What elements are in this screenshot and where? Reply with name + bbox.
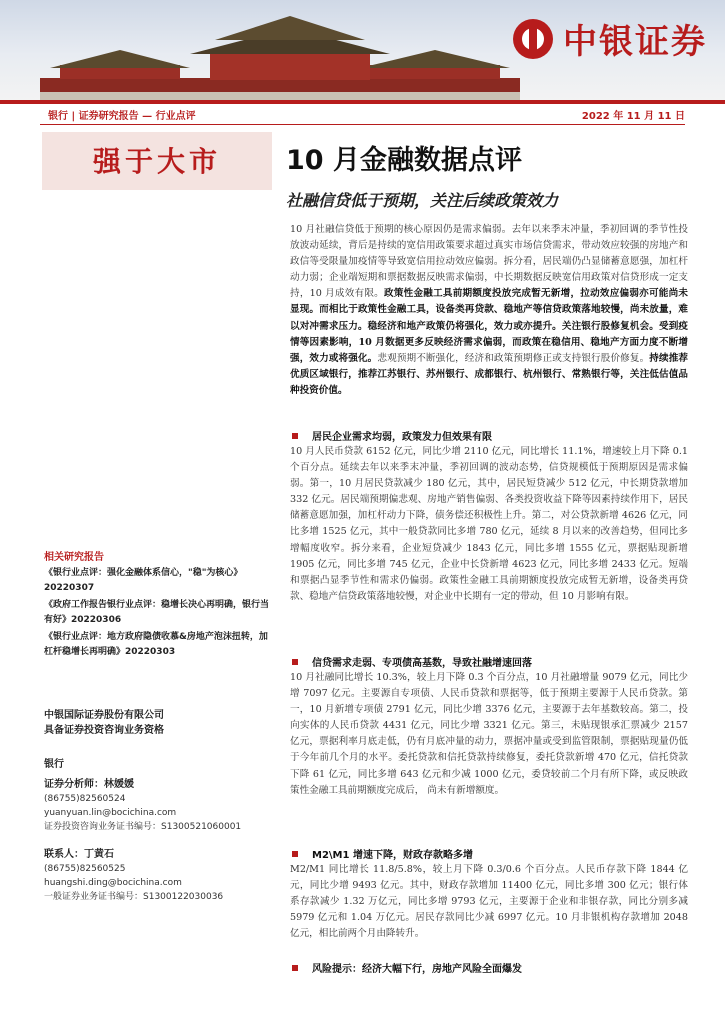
section-body: M2/M1 同比增长 11.8/5.8%，较上月下降 0.3/0.6 个百分点。人民币存款下降 1844 亿元，同比少增 9493 亿元。其中，财政存款增加 11400 亿元，同比多增 300 亿元；银行体系存款减少 1.32 万亿元，同比多增 9793 亿元，主要源于企业和非银存款，同比分别多减 5979 亿元和 1.04 万亿元。居民存款同比少减 6997 亿元。10 月非银机构存款增加 2048 亿元，相比前两个月由降转升。 (290, 864, 688, 940)
risk-heading (292, 960, 688, 975)
header-divider (40, 124, 685, 125)
analyst-cert: 证券投资咨询业务证书编号：S1300521060001 (44, 822, 242, 832)
rating-box (42, 132, 272, 190)
contact-info (44, 848, 274, 904)
contact-phone: (86755)82560525 (44, 864, 126, 874)
section-heading (292, 428, 688, 443)
analyst-email[interactable]: yuanyuan.lin@bocichina.com (44, 808, 177, 818)
summary-paragraph (290, 222, 688, 399)
brand-name: 中银证券 (563, 22, 707, 62)
boc-logo-icon (513, 19, 553, 59)
contact-cert: 一般证券业务证书编号：S1300122030036 (44, 892, 224, 902)
company-info (44, 708, 274, 738)
section-heading-text: M2\M1 增速下降，财政存款略多增 (312, 850, 473, 861)
related-report-item[interactable]: 《银行业点评：地方政府隐债收慕&房地产泡沫扭转，加杠杆稳增长再明确》20220303 (44, 632, 268, 657)
bullet-square-icon (292, 433, 298, 439)
sector-label: 银行 (44, 759, 64, 770)
summary-bold: 政策性金融工具前期额度投放完成暂无新增，拉动效应偏弱亦可能尚未显现。而相比于政策性金融工具，设备类再贷款、稳地产等信贷政策落地较慢，尚未放量，难以对冲需求压力。稳经济和地产政策仍将强化，效力或亦提升。关注银行股修复机会。受到疫情等因素影响，10 月数据更多反映经济需求偏弱，而政策在稳信用、稳地产方面力度不断增强，效力或将强化。 (290, 288, 689, 364)
contact-name: 联系人：丁黄石 (44, 849, 114, 860)
bullet-square-icon (292, 965, 298, 971)
analyst-info (44, 778, 274, 834)
report-category: 银行 | 证券研究报告 — 行业点评 (48, 111, 196, 122)
report-date: 2022 年 11 月 11 日 (581, 111, 685, 122)
section-heading (292, 846, 688, 861)
header-banner (0, 0, 725, 100)
related-report-item[interactable]: 《银行业点评：强化金融体系信心，"稳"为核心》20220307 (44, 568, 243, 593)
summary-plain-2: 悲观预期不断强化，经济和政策预期修正或支持银行股价修复。 (377, 352, 650, 364)
analyst-name: 证券分析师：林媛媛 (44, 779, 134, 790)
company-name: 中银国际证券股份有限公司 (44, 710, 164, 721)
related-report-item[interactable]: 《政府工作报告银行业点评：稳增长决心再明确，银行当有好》20220306 (44, 600, 270, 625)
meta-bar (0, 104, 725, 124)
section-heading-text: 居民企业需求均弱，政策发力但效果有限 (312, 432, 492, 443)
bullet-square-icon (292, 851, 298, 857)
related-reports-list (44, 566, 274, 662)
section-body: 10 月社融同比增长 10.3%，较上月下降 0.3 个百分点，10 月社融增量 9079 亿元，同比少增 7097 亿元。主要源自专项债、人民币贷款和票据等，低于预期主要源于人民币贷款。第一，10 月新增专项债 2791 亿元，同比少增 3376 亿元，主要源于去年基数较高。第二，投向实体的人民币贷款 4431 亿元，同比少增 3321 亿元。第三，未贴现银承汇票减少 2157 亿元，票据利率月底走低，仍有月底冲量的动力，票据冲量或受到监管限制，票据贴现量仍低于今年前几个月的水平。委托贷款和信托贷款持续修复，委托贷款新增 470 亿元，信托贷款下降 61 亿元，同比多增 643 亿元和少减 1000 亿元，委贷较前二个月有所下降，或反映政策性金融工具前期额度完成后， 尚未有新增额度。 (290, 672, 688, 796)
bullet-square-icon (292, 659, 298, 665)
report-title: 10 月金融数据点评 (286, 145, 522, 176)
rating-label: 强于大市 (92, 145, 221, 178)
section-heading (292, 654, 688, 669)
section-heading-text: 信贷需求走弱、专项债高基数，导致社融增速回落 (312, 658, 532, 669)
palace-illustration (40, 10, 520, 100)
report-subtitle: 社融信贷低于预期，关注后续政策效力 (286, 191, 559, 210)
summary-bold-2: 持续推荐优质区域银行，推荐江苏银行、苏州银行、成都银行、杭州银行、常熟银行等，关注低估值品种投资价值。 (290, 352, 689, 396)
summary-plain: 10 月社融信贷低于预期的核心原因仍是需求偏弱。去年以来季末冲量，季初回调的季节性投放波动延续，背后是持续的宽信用政策要求超过真实市场信贷需求，带动效应较强的房地产和政信等受限量加疫情等导致宽信用拉动效应偏弱。拆分看，居民端仍凸显储蓄意愿强，加杠杆动力弱；企业端短期和票据数据反映需求偏弱，中长期数据反映宽信用政策对信贷形成一定支持，10 月成效有限。 (290, 224, 688, 300)
brand-logo-group (513, 14, 707, 63)
risk-heading-text: 风险提示：经济大幅下行，房地产风险全面爆发 (312, 964, 522, 975)
analyst-phone: (86755)82560524 (44, 794, 126, 804)
company-qualification: 具备证券投资咨询业务资格 (44, 725, 164, 736)
contact-email[interactable]: huangshi.ding@bocichina.com (44, 878, 182, 888)
related-reports-title: 相关研究报告 (44, 552, 104, 563)
section-body: 10 月人民币贷款 6152 亿元，同比少增 2110 亿元，同比增长 11.1%，增速较上月下降 0.1 个百分点。延续去年以来季末冲量，季初回调的波动态势，信贷规模低于预期原因是需求偏弱。第一，10 月居民贷款减少 180 亿元，其中，居民短贷减少 512 亿元，中长期贷款增加 332 亿元。居民端预期偏悲观、房地产销售偏弱、各类投资收益下降等因素持续作用下，居民储蓄意愿加强，加杠杆动力下降，债务偿还积极性上升。第二，对公贷款新增 4626 亿元，同比多增 1525 亿元，其中一般贷款同比多增 780 亿元，延续 8 月以来的改善趋势，但同比多增幅度收窄。拆分来看，企业短贷减少 1843 亿元，同比多增 1555 亿元，票据贴现新增 1905 亿元，同比多增 745 亿元，企业中长贷新增 4623 亿元，同比多增 2433 亿元。短端和票据凸显季节性和需求仍偏弱。政策性金融工具前期额度投放完成暂无新增，设备类再贷款、稳地产信贷政策落地较慢，对企业中长期有一定的带动，但 10 月影响有限。 (290, 446, 688, 602)
